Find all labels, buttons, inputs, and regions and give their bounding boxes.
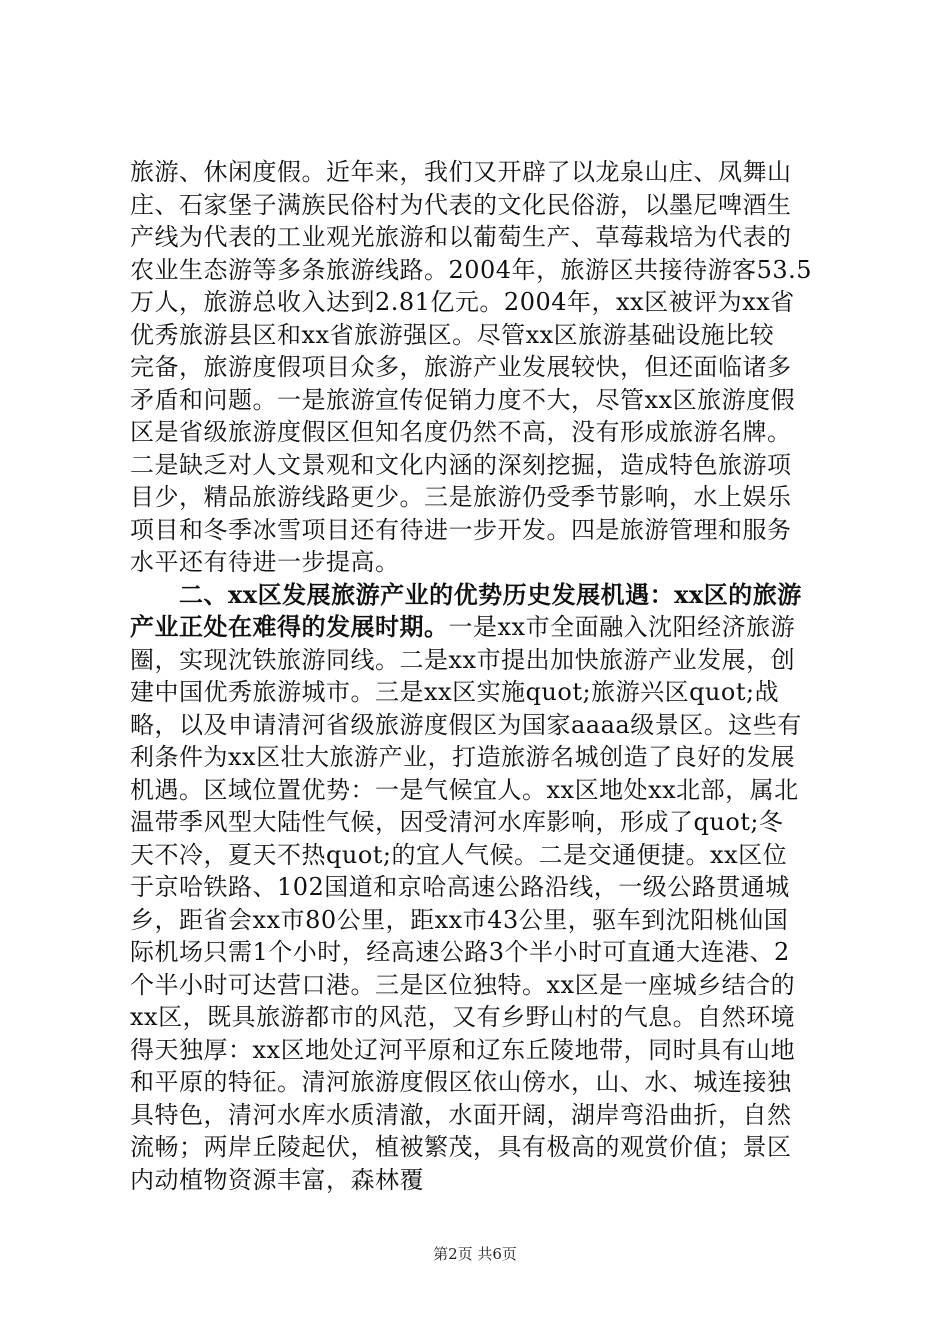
text-line: 个半小时可达营口港。三是区位独特。xx区是一座城乡结合的: [130, 970, 796, 999]
text-line: 目少，精品旅游线路更少。三是旅游仍受季节影响，水上娱乐: [130, 483, 792, 511]
text-line: 圈，实现沈铁旅游同线。二是xx市提出加快旅游产业发展，创: [130, 645, 796, 674]
text-line: 二、xx区发展旅游产业的优势历史发展机遇：xx区的旅游: [130, 579, 802, 609]
text-line: 水平还有待进一步提高。: [130, 548, 400, 576]
text-line: 内动植物资源丰富，森林覆: [130, 1165, 424, 1194]
text-line: 矛盾和问题。一是旅游宣传促销力度不大，尽管xx区旅游度假: [130, 385, 796, 414]
bold-text: 产业正处在难得的发展时期。: [130, 612, 449, 641]
text-line: 机遇。区域位置优势：一是气候宜人。xx区地处xx北部，属北: [130, 775, 799, 804]
text-line: 于京哈铁路、102国道和京哈高速公路沿线，一级公路贯通城: [130, 873, 790, 901]
text-line: 略，以及申请清河省级旅游度假区为国家aaaa级景区。这些有: [130, 710, 802, 739]
text-line: 具特色，清河水库水质清澈，水面开阔，湖岸弯沿曲折，自然: [130, 1100, 792, 1129]
body-text: [130, 156, 830, 1196]
text-line: 项目和冬季冰雪项目还有待进一步开发。四是旅游管理和服务: [130, 515, 792, 544]
text-line: xx区，既具旅游都市的风范，又有乡野山村的气息。自然环境: [130, 1003, 796, 1031]
text-line: 完备，旅游度假项目众多，旅游产业发展较快，但还面临诸多: [130, 353, 792, 381]
text-line: 建中国优秀旅游城市。三是xx区实施quot;旅游兴区quot;战: [130, 678, 780, 706]
text-line: 得天独厚：xx区地处辽河平原和辽东丘陵地带，同时具有山地: [130, 1035, 796, 1064]
text-line: 产线为代表的工业观光旅游和以葡萄生产、草莓栽培为代表的: [130, 223, 792, 251]
text-line: 流畅；两岸丘陵起伏，植被繁茂，具有极高的观赏价值；景区: [130, 1133, 792, 1161]
text-span: 一是xx市全面融入沈阳经济旅游: [448, 613, 796, 641]
text-line: 温带季风型大陆性气候，因受清河水库影响，形成了quot;冬: [130, 808, 784, 836]
text-line: 万人，旅游总收入达到2.81亿元。2004年，xx区被评为xx省: [130, 288, 795, 316]
text-line: 庄、石家堡子满族民俗村为代表的文化民俗游，以墨尼啤酒生: [130, 190, 792, 219]
text-line: 旅游、休闲度假。近年来，我们又开辟了以龙泉山庄、凤舞山: [130, 158, 792, 186]
text-line: 二是缺乏对人文景观和文化内涵的深刻挖掘，造成特色旅游项: [130, 450, 792, 479]
text-line: 区是省级旅游度假区但知名度仍然不高，没有形成旅游名牌。: [130, 418, 792, 446]
text-line: 天不冷，夏天不热quot;的宜人气候。二是交通便捷。xx区位: [130, 840, 788, 869]
text-line: [130, 611, 830, 644]
text-line: 农业生态游等多条旅游线路。2004年，旅游区共接待游客53.5: [130, 255, 813, 284]
text-line: 利条件为xx区壮大旅游产业，打造旅游名城创造了良好的发展: [130, 743, 796, 771]
page-footer: 第2页 共6页: [433, 1245, 517, 1263]
text-line: 和平原的特征。清河旅游度假区依山傍水，山、水、城连接独: [130, 1068, 792, 1096]
text-line: 优秀旅游县区和xx省旅游强区。尽管xx区旅游基础设施比较: [130, 320, 775, 349]
text-line: 际机场只需1个小时，经高速公路3个半小时可直通大连港、2: [130, 938, 790, 966]
text-line: 乡，距省会xx市80公里，距xx市43公里，驱车到沈阳桃仙国: [130, 905, 789, 934]
